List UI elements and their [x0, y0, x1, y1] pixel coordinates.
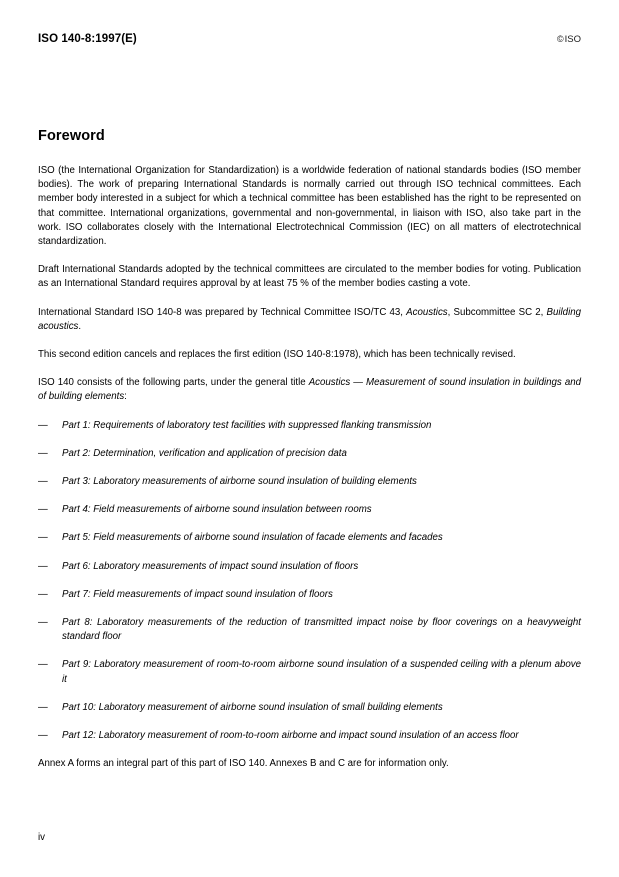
committee-paragraph: [38, 306, 581, 334]
part-title: Part 2: Determination, verification and application of precision data: [62, 447, 347, 459]
parts-list: [38, 419, 581, 744]
part-title: Part 12: Laboratory measurement of room-to-room airborne and impact sound insulation of an access floor: [62, 730, 519, 742]
list-item: [38, 475, 581, 489]
em-dash-icon: —: [38, 476, 48, 488]
em-dash-icon: —: [38, 588, 48, 600]
em-dash-icon: —: [38, 560, 48, 572]
part-title: Part 10: Laboratory measurement of airborne sound insulation of small building elements: [62, 701, 443, 713]
part-title: Part 1: Requirements of laboratory test facilities with suppressed flanking transmission: [62, 419, 432, 431]
em-dash-icon: —: [38, 532, 48, 544]
list-item: [38, 447, 581, 461]
foreword-paragraph-1: ISO (the International Organization for Standardization) is a worldwide federation of national standards bodies (ISO member bodies). The work of preparing International Standards is normally carried out through ISO technical committees. Each member body interested in a subject for which a technical committee has been established has the right to be represented on that committee. International organizations, governmental and non-governmental, in liaison with ISO, also take part in the work. ISO collaborates closely with the International Electrotechnical Commission (IEC) on all matters of electrotechnical standardization.: [38, 165, 581, 248]
em-dash-icon: —: [38, 701, 48, 713]
committee-text-tail: .: [78, 320, 82, 332]
parts-intro-paragraph: [38, 376, 581, 404]
em-dash-icon: —: [38, 447, 48, 459]
parts-intro-lead: ISO 140 consists of the following parts, under the general title: [38, 377, 309, 389]
page-number: iv: [38, 832, 45, 843]
document-reference: ISO 140-8:1997(E): [38, 33, 137, 45]
em-dash-icon: —: [38, 730, 48, 742]
list-item: [38, 701, 581, 715]
list-item: [38, 503, 581, 517]
parts-intro-tail: :: [124, 391, 127, 403]
em-dash-icon: —: [38, 659, 48, 671]
edition-paragraph: This second edition cancels and replaces the first edition (ISO 140-8:1978), which has been technically revised.: [38, 349, 516, 361]
part-title: Part 7: Field measurements of impact sound insulation of floors: [62, 588, 333, 600]
list-item: [38, 616, 581, 644]
part-title: Part 8: Laboratory measurements of the reduction of transmitted impact noise by floor coverings on a heavyweight standard floor: [62, 617, 581, 643]
copyright-notice: [557, 34, 581, 45]
committee-scope-acoustics: Acoustics: [406, 306, 448, 318]
copyright-icon: ©: [556, 34, 564, 44]
em-dash-icon: —: [38, 617, 48, 629]
part-title: Part 9: Laboratory measurement of room-to-room airborne sound insulation of a suspended ceiling with a plenum above it: [62, 659, 581, 685]
list-item: [38, 560, 581, 574]
list-item: [38, 531, 581, 545]
part-title: Part 4: Field measurements of airborne sound insulation between rooms: [62, 504, 372, 516]
subcommittee-scope-building-acoustics: Building acoustics: [38, 306, 582, 332]
list-item: [38, 729, 581, 743]
committee-text-lead: International Standard ISO 140-8 was prepared by Technical Committee ISO/TC 43,: [38, 306, 407, 318]
em-dash-icon: —: [38, 504, 48, 516]
list-item: [38, 658, 581, 686]
foreword-paragraph-2: Draft International Standards adopted by the technical committees are circulated to the member bodies for voting. Publication as an International Standard requires approval by at least 75 % of the member bodies casting a vote.: [38, 264, 581, 290]
part-title: Part 3: Laboratory measurements of airborne sound insulation of building elements: [62, 476, 417, 488]
page-title: Foreword: [38, 128, 105, 144]
list-item: [38, 419, 581, 433]
copyright-owner: ISO: [564, 34, 581, 45]
part-title: Part 5: Field measurements of airborne sound insulation of facade elements and facades: [62, 532, 443, 544]
page-content: [38, 128, 581, 771]
part-title: Part 6: Laboratory measurements of impact sound insulation of floors: [62, 560, 359, 572]
em-dash-icon: —: [38, 419, 48, 431]
committee-text-middle: , Subcommittee SC 2,: [447, 306, 547, 318]
series-general-title: Acoustics — Measurement of sound insulation in buildings and of building elements: [38, 377, 581, 403]
list-item: [38, 588, 581, 602]
annex-paragraph: Annex A forms an integral part of this part of ISO 140. Annexes B and C are for information only.: [38, 758, 449, 770]
running-header: [38, 33, 581, 51]
